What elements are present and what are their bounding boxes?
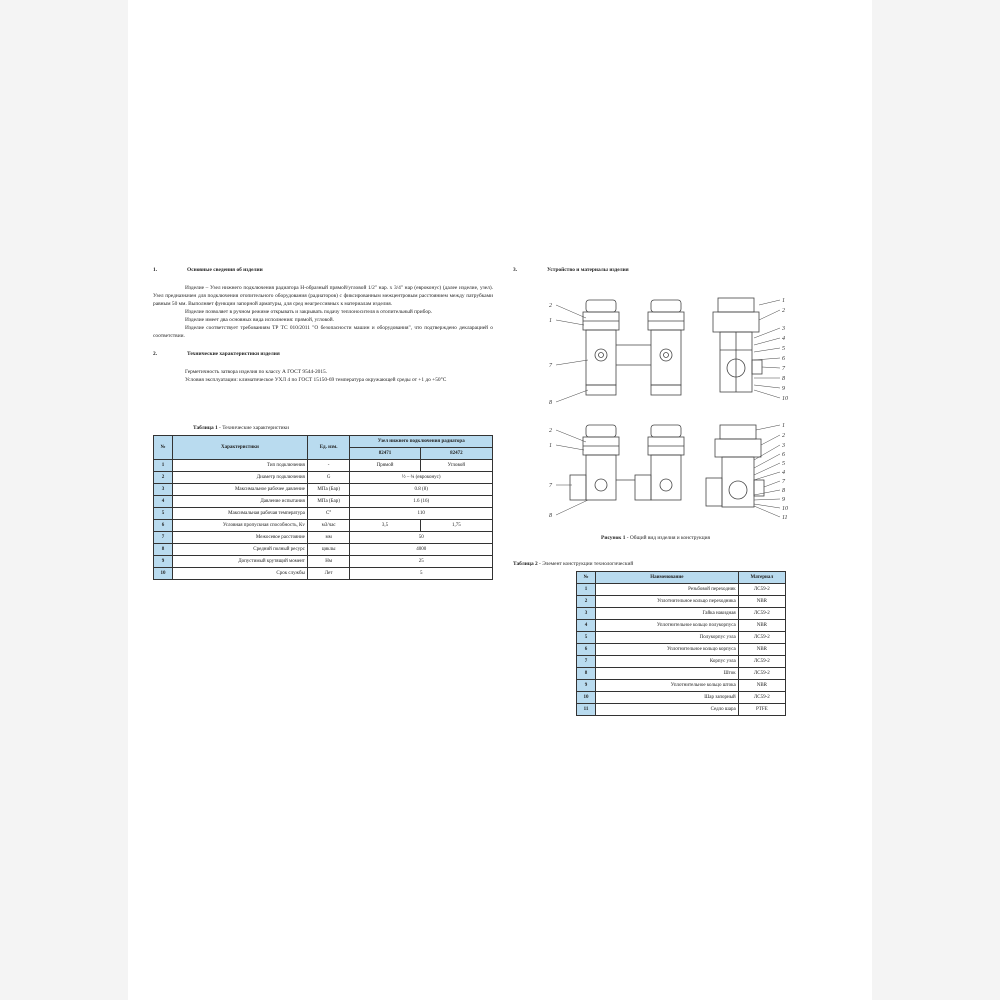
table-row: 2 Уплотнительное кольцо переходника NBR: [577, 596, 786, 608]
callout-label: 1: [782, 423, 785, 429]
table-row: 5 Полукорпус узла ЛС59-2: [577, 632, 786, 644]
valve-assembly-drawing: [548, 290, 793, 525]
table-row: 10 Срок службы Лет 5: [154, 568, 493, 580]
table-row: 9 Допустимый крутящий момент Нм 25: [154, 556, 493, 568]
callout-label: 3: [782, 443, 785, 449]
callout-label: 11: [782, 515, 788, 521]
callout-label: 8: [782, 376, 785, 382]
paragraph: Изделие соответствует требованиям ТР ТС 010/2011 "О безопасности машин и оборудования", что подтверждено декларацией о соответствии.: [153, 325, 493, 339]
callout-label: 5: [782, 346, 785, 352]
table-row: 11 Седло шара PTFE: [577, 704, 786, 716]
callout-label: 7: [549, 363, 552, 369]
table-row: 7 Межосевое расстояние мм 50: [154, 532, 493, 544]
callout-label: 7: [549, 483, 552, 489]
table-row: 3 Максимальное рабочее давление МПа (Бар) 0.8 (8): [154, 484, 493, 496]
callout-label: 8: [549, 400, 552, 406]
section-1-heading: 1. Основные сведения об изделии: [153, 267, 263, 273]
callout-label: 3: [782, 326, 785, 332]
callout-label: 9: [782, 497, 785, 503]
callout-label: 8: [549, 513, 552, 519]
callout-label: 4: [782, 336, 785, 342]
section-3-heading: 3. Устройство и материалы изделия: [513, 267, 629, 273]
paragraph: Герметичность затвора изделия по классу А ГОСТ 9544-2015.: [185, 369, 328, 375]
paragraph: Условия эксплуатации: климатическое УХЛ 4 по ГОСТ 15150-69 температура окружающей среды от +1 до +50°С: [185, 377, 447, 383]
callout-label: 10: [782, 506, 788, 512]
callout-label: 7: [782, 366, 785, 372]
callout-label: 5: [782, 461, 785, 467]
table-row: 1 Тип подключения - Прямой Угловой: [154, 460, 493, 472]
table-row: 10 Шар запорный ЛС59-2: [577, 692, 786, 704]
materials-table: № Наименование Материал 1 Резьбовой переходник ЛС59-2 2 Уплотнительное кольцо переходника NBR 3 Гайка накидная ЛС59-2 4 Уплотнительное кольцо полукорпуса NBR 5 Полукорпус узла ЛС59-2 6 Уплотнительное кольцо корпуса NBR 7 Корпус узла ЛС59-2 8 Шток ЛС59-2 9 Уплотнительное кольцо штока NBR 10 Шар запорный ЛС59-2 11 Седло шара PTFE: [576, 571, 786, 716]
table-row: 7 Корпус узла ЛС59-2: [577, 656, 786, 668]
table-row: 4 Уплотнительное кольцо полукорпуса NBR: [577, 620, 786, 632]
table-row: 5 Максимальная рабочая температура С° 110: [154, 508, 493, 520]
callout-label: 6: [782, 356, 785, 362]
table-row: 6 Уплотнительное кольцо корпуса NBR: [577, 644, 786, 656]
callout-label: 9: [782, 386, 785, 392]
table1-caption: Таблица 1 - Технические характеристики: [193, 425, 290, 431]
callout-label: 6: [782, 452, 785, 458]
callout-label: 1: [549, 443, 552, 449]
table-row: 1 Резьбовой переходник ЛС59-2: [577, 584, 786, 596]
figure-caption: Рисунок 1 - Общий вид изделия и конструкция: [601, 535, 710, 541]
callout-label: 7: [782, 479, 785, 485]
right-column: [513, 266, 798, 716]
paragraph: Изделие имеет два основных вида исполнения: прямой, угловой.: [185, 317, 334, 323]
table-row: 6 Условная пропускная способность, Кv м3/час 3,5 1,75: [154, 520, 493, 532]
table-row: 4 Давление испытания МПа (Бар) 1.6 (16): [154, 496, 493, 508]
section-2-heading: 2. Технические характеристики изделия: [153, 351, 280, 357]
angle-valve-drawing: [570, 425, 684, 500]
paragraph: Изделие – Узел нижнего подключения радиатора Н-образный прямой/угловой 1/2" нар. х 3/4" нар (евроконус) (далее изделие, узел). Узел предназначен для подключения отопительного оборудования (радиаторов) с фиксированным межцентровым расстоянием между патрубками равным 50 мм. Выполняет функции запорной арматуры, для сред неагрессивных к материалам изделия.: [153, 285, 493, 307]
callout-label: 1: [782, 298, 785, 304]
callout-label: 1: [549, 318, 552, 324]
callout-label: 2: [549, 303, 552, 309]
table-row: 8 Средний полный ресурс циклы 4000: [154, 544, 493, 556]
table2-caption: Таблица 2 - Элемент конструкции технологический: [513, 561, 634, 567]
left-column: [153, 266, 493, 580]
paragraph: Изделие позволяет в ручном режиме открывать и закрывать подачу теплоносителя в отопительный прибор.: [185, 309, 433, 315]
callout-label: 8: [782, 488, 785, 494]
callout-label: 10: [782, 396, 788, 402]
table-row: 2 Диаметр подключения G ½ – ¾ (евроконус): [154, 472, 493, 484]
straight-valve-drawing: [583, 300, 684, 395]
callout-label: 4: [782, 470, 785, 476]
table-row: 8 Шток ЛС59-2: [577, 668, 786, 680]
table-row: 3 Гайка накидная ЛС59-2: [577, 608, 786, 620]
spec-table: № Характеристики Ед. изм. Узел нижнего подключения радиатора 82471 82472 1 Тип подключения - Прямой Угловой 2 Диаметр подключения G ½ – ¾ (евроконус) 3 Максимальное рабочее давление МПа (Бар) 0.8 (8) 4 Давление испытания МПа (Бар) 1.6 (16) 5 Максимальная рабочая температура С° 110 6 Условная пропускная способность, Кv м3/час 3,5 1,75 7 Межосевое расстояние мм 50 8 Средний полный ресурс циклы 4000 9 Допустимый крутящий момент Нм 25 10 Срок службы Лет 5: [153, 435, 493, 580]
callout-label: 2: [549, 428, 552, 434]
callout-label: 2: [782, 433, 785, 439]
table-row: 9 Уплотнительное кольцо штока NBR: [577, 680, 786, 692]
callout-label: 2: [782, 308, 785, 314]
